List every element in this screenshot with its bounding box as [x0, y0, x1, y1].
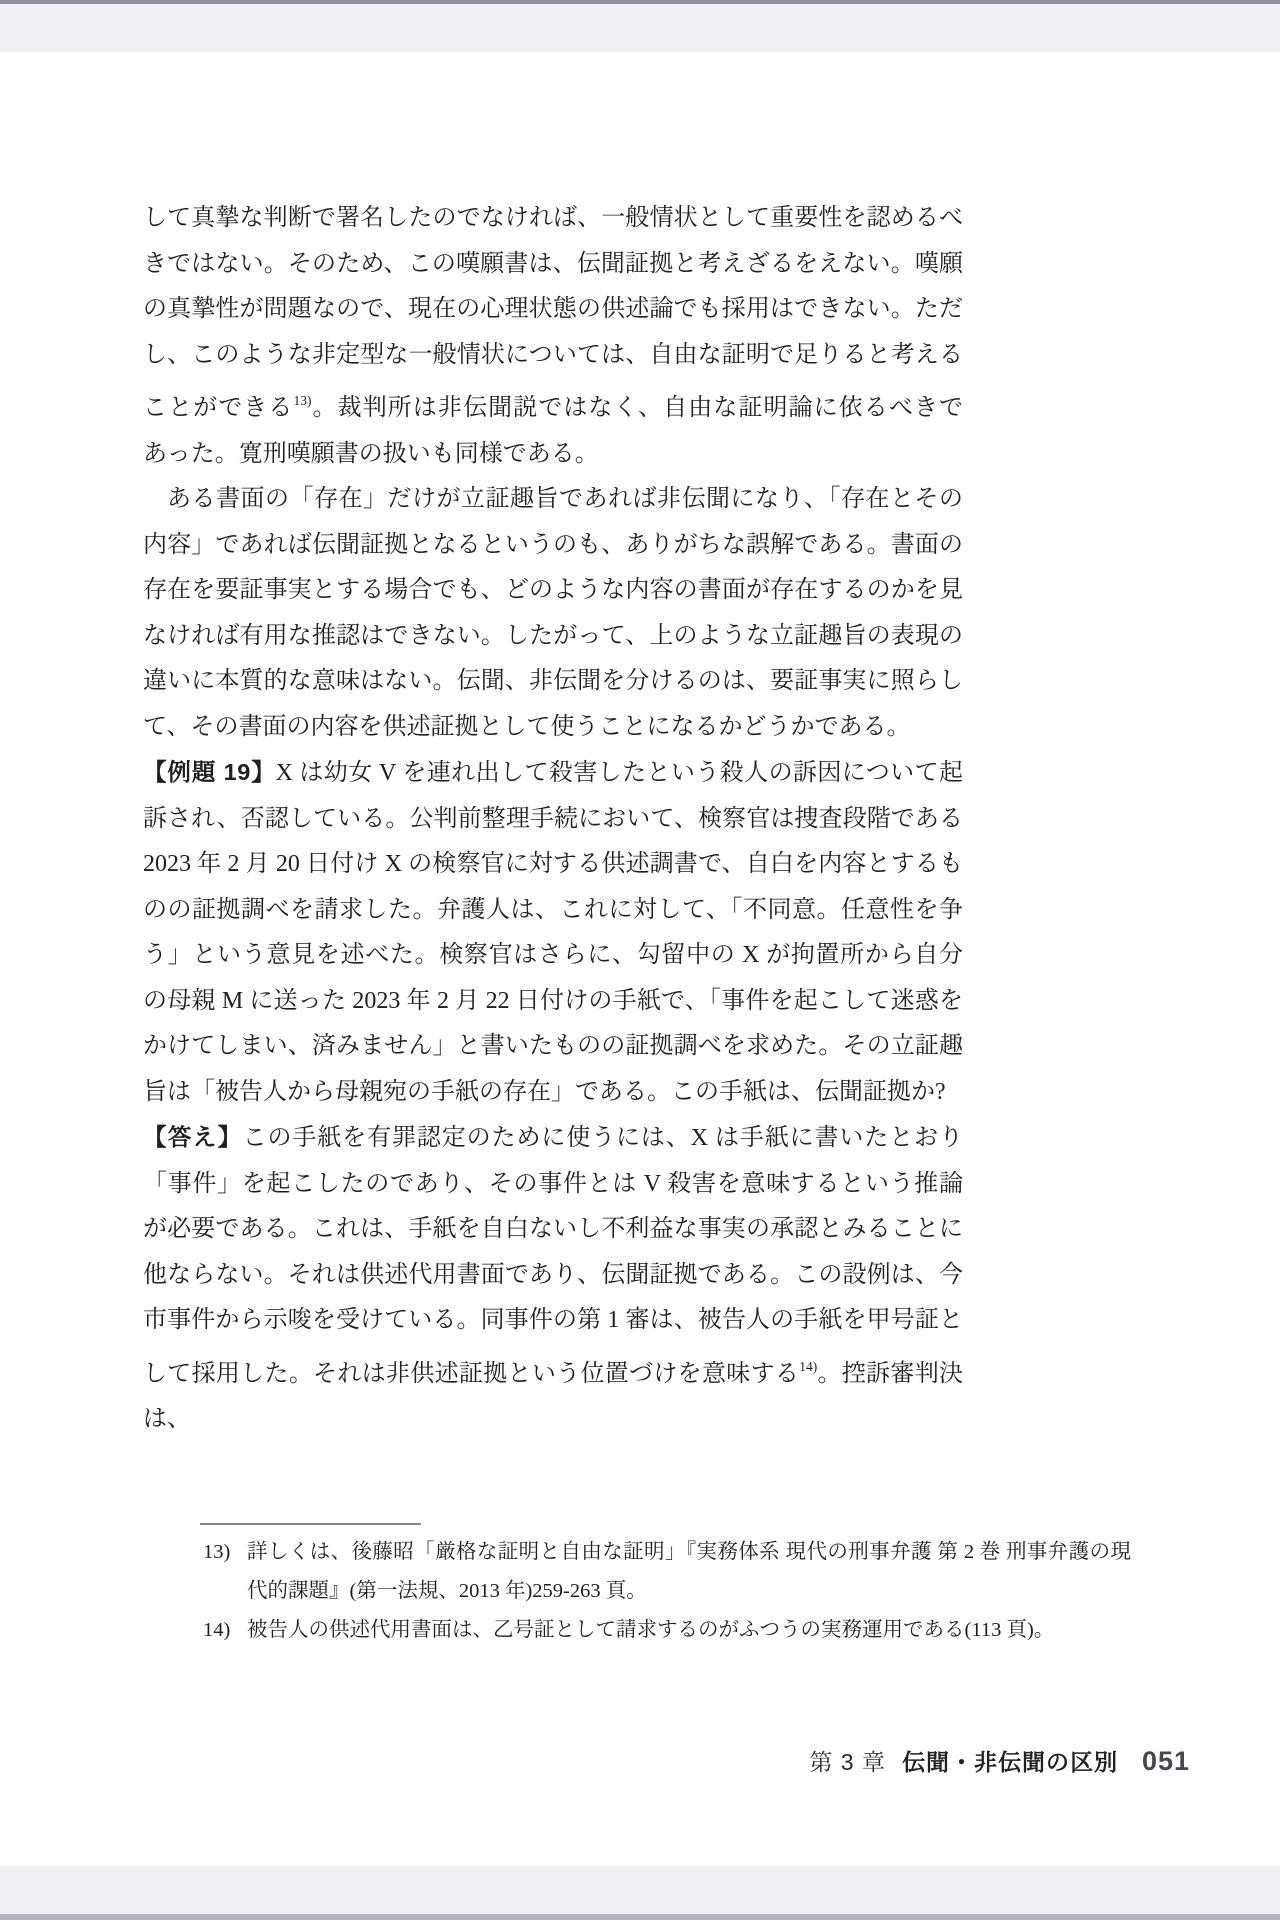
chapter-label: 第 3 章 [809, 1749, 886, 1775]
paragraph-answer [143, 1115, 963, 1443]
footnote-ref-13: 13) [293, 393, 312, 408]
paragraph-text: 。控訴審判決は、 [143, 1360, 964, 1432]
footnote-ref-14: 14) [799, 1358, 818, 1374]
book-page [0, 52, 1280, 1866]
footnote-number: 13) [203, 1541, 231, 1563]
paragraph [143, 196, 963, 477]
paragraph-text: ある書面の「存在」だけが立証趣旨であれば非伝聞になり、「存在とその内容」であれば伝聞証拠となるというのも、ありがちな誤解である。書面の存在を要証事実とする場合でも、どのような内容の書面が存在するのかを見なければ有用な推認はできない。したがって、上のような立証趣旨の表現の違いに本質的な意味はない。伝聞、非伝聞を分けるのは、要証事実に照らして、その書面の内容を供述証拠として使うことになるかどうかである。 [143, 486, 963, 740]
page-footer [809, 1744, 1190, 1777]
footnote-text: 詳しくは、後藤昭「厳格な証明と自由な証明」『実務体系 現代の刑事弁護 第 2 巻 刑事弁護の現代的課題』(第一法規、2013 年)259-263 頁。 [247, 1541, 1131, 1602]
paragraph-text: 。裁判所は非伝聞説ではなく、自由な証明論に依るべきであった。寛刑嘆願書の扱いも同様である。 [143, 395, 963, 467]
top-divider [0, 0, 1280, 4]
footnote-separator [200, 1523, 421, 1525]
body-text [143, 196, 963, 1443]
footnote-item [203, 1611, 1131, 1650]
paragraph-text: この手紙を有罪認定のために使うには、X は手紙に書いたとおり「事件」を起こしたのであり、その事件とは V 殺害を意味するという推論が必要である。これは、手紙を自白ないし不利益な事実の承認とみることに他ならない。それは供述代用書面であり、伝聞証拠である。この設例は、今市事件から示唆を受けている。同事件の第 1 審は、被告人の手紙を甲号証として採用した。それは非供述証拠という位置づけを意味する [143, 1125, 963, 1387]
footnote-item [203, 1533, 1131, 1611]
paragraph-text: X は幼女 V を連れ出して殺害したという殺人の訴因について起訴され、否認している。公判前整理手続において、検察官は捜査段階である 2023 年 2 月 20 日付け X の検察官に対する供述調書で、自白を内容とするものの証拠調べを請求した。弁護人は、これに対して、「不同意。任意性を争う」という意見を述べた。検察官はさらに、勾留中の X が拘置所から自分の母親 M に送った 2023 年 2 月 22 日付けの手紙で、「事件を起こして迷惑をかけてしまい、済みません」と書いたものの証拠調べを求めた。その立証趣旨は「被告人から母親宛の手紙の存在」である。この手紙は、伝聞証拠か? [143, 760, 963, 1105]
footnote-number: 14) [203, 1619, 231, 1641]
paragraph [143, 477, 963, 750]
paragraph-text: して真摯な判断で署名したのでなければ、一般情状として重要性を認めるべきではない。そのため、この嘆願書は、伝聞証拠と考えざるをえない。嘆願の真摯性が問題なので、現在の心理状態の供述論でも採用はできない。ただし、このような非定型な一般情状については、自由な証明で足りると考えることができる [143, 205, 963, 421]
page-number: 051 [1141, 1746, 1190, 1776]
example-19-label: 【例題 19】 [143, 759, 276, 785]
bottom-divider [0, 1914, 1280, 1920]
paragraph-example-19 [143, 750, 963, 1115]
section-title: 伝聞・非伝聞の区別 [901, 1749, 1118, 1775]
footnotes [203, 1533, 1131, 1650]
footnote-text: 被告人の供述代用書面は、乙号証として請求するのがふつうの実務運用である(113 頁)。 [247, 1619, 1055, 1641]
answer-label: 【答え】 [143, 1124, 243, 1150]
